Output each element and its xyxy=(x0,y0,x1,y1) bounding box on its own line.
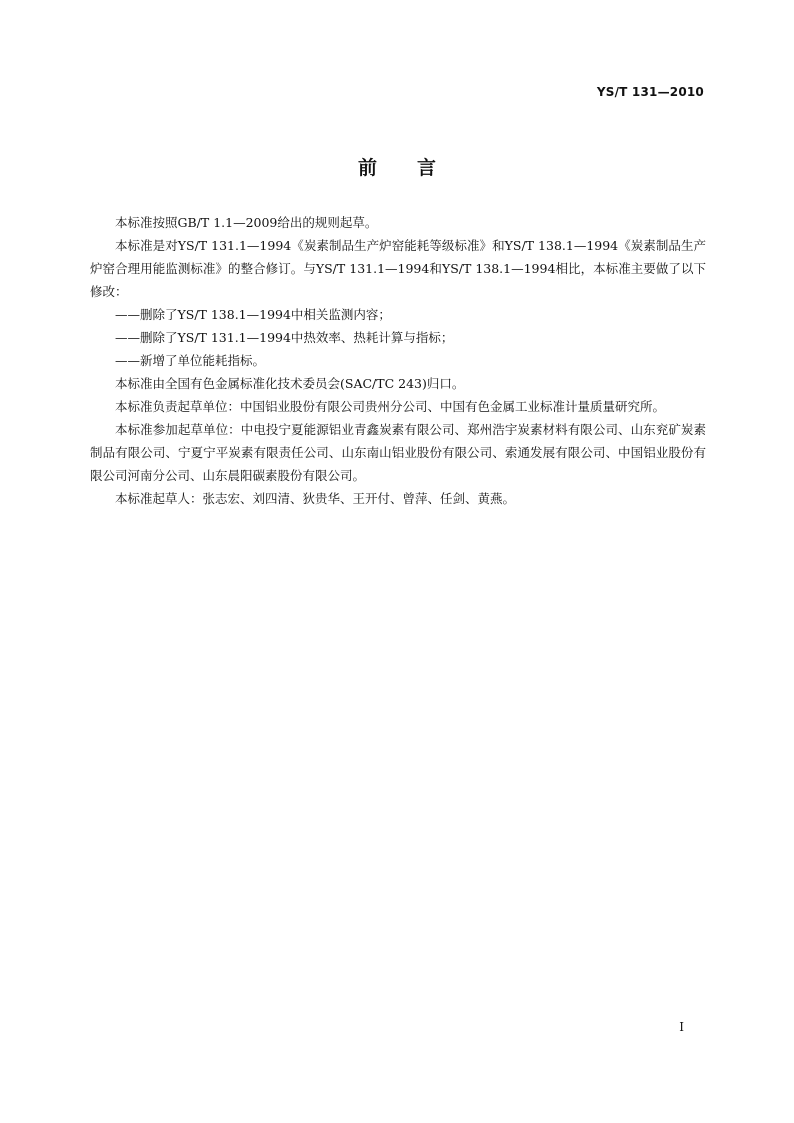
paragraph-revision-basis: 本标准是对YS/T 131.1—1994《炭素制品生产炉窑能耗等级标准》和YS/T 138.1—1994《炭素制品生产炉窑合理用能监测标准》的整合修订。与YS/T 131.1—1994和YS/T 138.1—1994相比，本标准主要做了以下修改： xyxy=(90,238,706,299)
paragraph-lead-drafters: 本标准负责起草单位：中国铝业股份有限公司贵州分公司、中国有色金属工业标准计量质量研究所。 xyxy=(115,399,666,414)
list-item-change-1: ——删除了YS/T 138.1—1994中相关监测内容； xyxy=(115,307,391,322)
list-item-change-2: ——删除了YS/T 131.1—1994中热效率、热耗计算与指标； xyxy=(115,330,454,345)
page-number: I xyxy=(679,1020,684,1034)
list-item-change-3: ——新增了单位能耗指标。 xyxy=(115,353,266,368)
paragraph-participating-drafters: 本标准参加起草单位：中电投宁夏能源铝业青鑫炭素有限公司、郑州浩宇炭素材料有限公司、山东兖矿炭素制品有限公司、宁夏宁平炭素有限责任公司、山东南山铝业股份有限公司、索通发展有限公司、中国铝业股份有限公司河南分公司、山东晨阳碳素股份有限公司。 xyxy=(90,422,706,483)
foreword-body xyxy=(90,211,706,510)
paragraph-drafting-rules: 本标准按照GB/T 1.1—2009给出的规则起草。 xyxy=(115,215,378,230)
paragraph-committee: 本标准由全国有色金属标准化技术委员会(SAC/TC 243)归口。 xyxy=(115,376,465,391)
paragraph-drafters: 本标准起草人：张志宏、刘四清、狄贵华、王开付、曾萍、任剑、黄燕。 xyxy=(115,491,516,506)
standard-number: YS/T 131—2010 xyxy=(596,85,704,99)
page-title: 前言 xyxy=(357,157,476,179)
